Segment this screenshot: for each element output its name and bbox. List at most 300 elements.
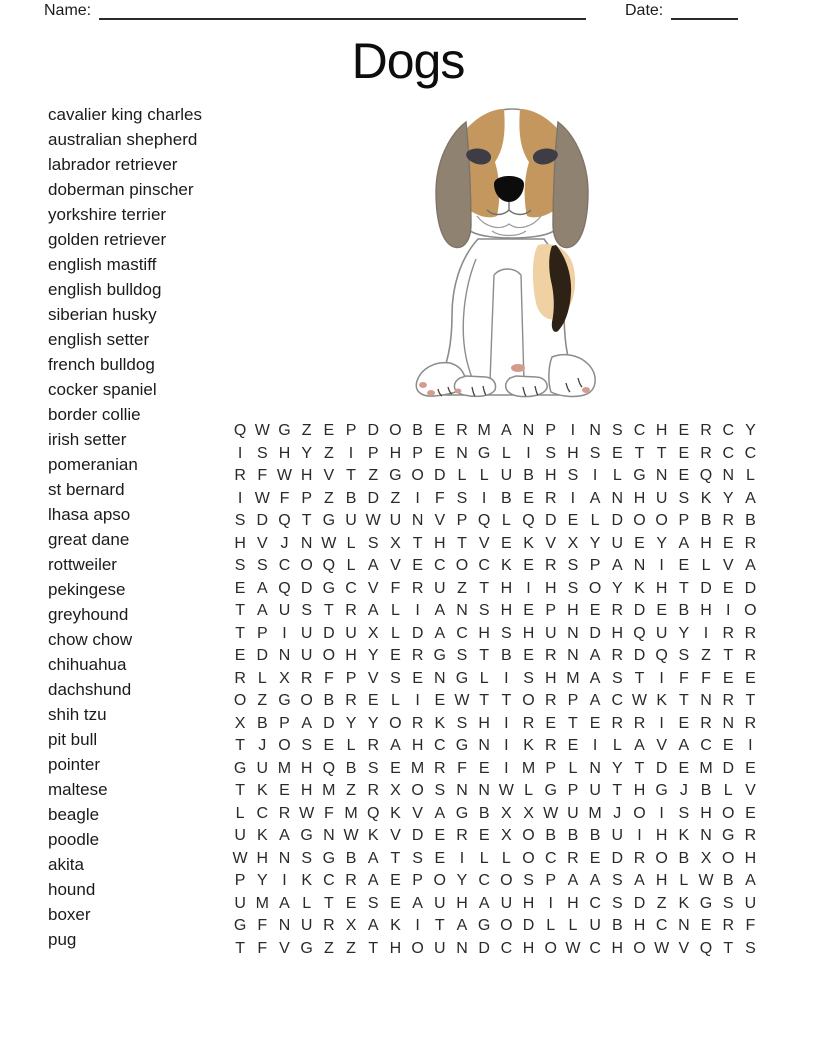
grid-cell: T — [235, 939, 245, 957]
word-list — [48, 102, 202, 952]
grid-cell: R — [700, 444, 712, 462]
grid-cell: L — [390, 602, 400, 620]
grid-cell: E — [678, 444, 690, 462]
grid-cell: L — [501, 512, 511, 530]
grid-cell: L — [524, 782, 533, 800]
grid-cell: Y — [722, 489, 734, 507]
grid-cell: D — [411, 827, 424, 845]
grid-cell: O — [721, 804, 735, 822]
grid-cell: B — [501, 489, 512, 507]
grid-cell: I — [725, 602, 731, 620]
grid-cell: I — [415, 917, 420, 935]
grid-cell: E — [634, 534, 645, 552]
grid-cell: W — [365, 512, 381, 530]
grid-cell: J — [679, 782, 688, 800]
grid-cell: L — [568, 917, 578, 935]
grid-cell: G — [322, 849, 336, 867]
grid-cell: N — [722, 714, 734, 732]
grid-cell: O — [500, 917, 513, 935]
dog-toe-pink — [582, 387, 590, 393]
grid-cell: D — [411, 624, 424, 642]
grid-cell: R — [744, 534, 757, 552]
grid-cell: E — [412, 669, 423, 687]
grid-cell: L — [346, 557, 356, 575]
grid-cell: R — [411, 714, 424, 732]
grid-cell: K — [434, 714, 446, 732]
grid-cell: E — [722, 579, 734, 597]
grid-cell: B — [523, 467, 534, 485]
grid-cell: T — [723, 647, 734, 665]
grid-cell: R — [744, 624, 757, 642]
grid-cell: O — [633, 804, 646, 822]
grid-cell: U — [744, 894, 757, 912]
grid-cell: U — [655, 489, 668, 507]
grid-cell: V — [678, 939, 690, 957]
grid-cell: A — [634, 872, 645, 890]
word-list-item: golden retriever — [48, 230, 167, 249]
grid-cell: H — [300, 759, 313, 777]
grid-cell: N — [456, 939, 468, 957]
grid-cell: L — [302, 894, 312, 912]
grid-cell: D — [655, 759, 668, 777]
grid-cell: A — [589, 669, 601, 687]
grid-cell: E — [434, 827, 446, 845]
grid-cell: V — [323, 467, 335, 485]
grid-cell: H — [700, 804, 712, 822]
word-list-item: australian shepherd — [48, 130, 198, 149]
grid-cell: R — [234, 669, 246, 687]
grid-cell: G — [699, 894, 713, 912]
grid-cell: W — [565, 939, 581, 957]
grid-cell: G — [477, 444, 491, 462]
grid-cell: V — [478, 534, 490, 552]
grid-cell: W — [254, 489, 270, 507]
grid-cell: D — [434, 467, 446, 485]
grid-cell: L — [568, 759, 578, 777]
grid-cell: R — [722, 624, 734, 642]
grid-cell: N — [278, 647, 291, 665]
grid-cell: G — [300, 939, 313, 957]
grid-cell: P — [456, 512, 468, 530]
dog-toe-pink — [511, 364, 525, 372]
grid-cell: S — [390, 669, 401, 687]
grid-cell: X — [567, 534, 579, 552]
grid-cell: R — [722, 917, 734, 935]
grid-cell: T — [457, 534, 467, 552]
puzzle-grid — [229, 420, 762, 960]
grid-cell: W — [276, 467, 293, 485]
grid-cell: Z — [323, 444, 334, 462]
grid-cell: E — [367, 692, 379, 710]
grid-cell: Y — [345, 714, 357, 732]
grid-cell: Z — [346, 782, 356, 800]
grid-cell: H — [567, 444, 579, 462]
grid-cell: N — [456, 602, 468, 620]
grid-cell: R — [300, 669, 313, 687]
grid-cell: E — [678, 422, 690, 440]
grid-cell: B — [722, 872, 734, 890]
grid-cell: H — [389, 939, 402, 957]
grid-cell: Y — [611, 759, 623, 777]
grid-cell: H — [611, 939, 624, 957]
grid-cell: A — [478, 894, 490, 912]
grid-cell: S — [567, 557, 579, 575]
grid-cell: T — [634, 759, 645, 777]
grid-cell: A — [279, 894, 290, 912]
grid-cell: T — [434, 917, 445, 935]
grid-cell: H — [522, 894, 535, 912]
grid-cell: L — [501, 849, 511, 867]
grid-cell: E — [523, 489, 534, 507]
grid-cell: Z — [656, 894, 667, 912]
grid-cell: U — [434, 894, 446, 912]
grid-cell: A — [390, 737, 401, 755]
date-label: Date: — [625, 2, 664, 19]
grid-cell: O — [721, 849, 735, 867]
grid-cell: E — [722, 737, 734, 755]
grid-cell: H — [655, 579, 668, 597]
grid-cell: X — [390, 782, 401, 800]
grid-cell: H — [700, 602, 712, 620]
grid-cell: K — [678, 894, 690, 912]
grid-cell: E — [390, 872, 401, 890]
grid-cell: R — [544, 647, 557, 665]
grid-cell: C — [611, 692, 624, 710]
grid-cell: Z — [323, 939, 334, 957]
grid-cell: A — [567, 872, 579, 890]
grid-cell: E — [501, 534, 512, 552]
grid-cell: K — [656, 692, 667, 710]
grid-cell: U — [567, 804, 579, 822]
grid-cell: Q — [699, 467, 713, 485]
grid-cell: E — [434, 422, 446, 440]
grid-cell: D — [589, 624, 601, 642]
grid-cell: N — [655, 467, 668, 485]
dog-illustration — [390, 95, 620, 405]
grid-cell: I — [237, 489, 243, 507]
grid-cell: Q — [322, 759, 336, 777]
grid-cell: H — [655, 872, 668, 890]
grid-cell: K — [367, 827, 379, 845]
grid-cell: J — [258, 737, 267, 755]
grid-cell: S — [745, 939, 756, 957]
grid-cell: I — [415, 692, 420, 710]
grid-cell: H — [633, 489, 646, 507]
grid-cell: N — [589, 759, 601, 777]
grid-cell: R — [345, 692, 357, 710]
grid-cell: E — [234, 647, 246, 665]
grid-cell: R — [234, 467, 246, 485]
grid-cell: D — [367, 489, 379, 507]
grid-cell: B — [323, 692, 335, 710]
grid-cell: T — [612, 782, 623, 800]
word-list-item: cocker spaniel — [48, 380, 157, 399]
grid-cell: C — [722, 444, 734, 462]
grid-cell: T — [323, 602, 334, 620]
grid-cell: I — [659, 714, 664, 732]
word-list-item: rottweiler — [48, 555, 117, 574]
grid-cell: P — [234, 872, 246, 890]
grid-cell: L — [346, 737, 356, 755]
grid-cell: B — [345, 759, 357, 777]
grid-cell: U — [300, 647, 313, 665]
grid-cell: L — [235, 804, 245, 822]
grid-cell: A — [589, 647, 601, 665]
grid-cell: A — [745, 872, 756, 890]
grid-cell: R — [345, 602, 357, 620]
grid-cell: G — [389, 467, 402, 485]
word-list-item: boxer — [48, 905, 91, 924]
grid-cell: R — [345, 872, 357, 890]
grid-cell: M — [322, 782, 336, 800]
grid-cell: H — [544, 579, 557, 597]
grid-cell: U — [278, 602, 291, 620]
grid-cell: E — [412, 557, 423, 575]
grid-cell: S — [412, 849, 423, 867]
grid-cell: A — [412, 894, 423, 912]
grid-cell: W — [498, 782, 514, 800]
grid-cell: Y — [656, 534, 667, 552]
grid-cell: R — [522, 714, 535, 732]
grid-cell: I — [548, 894, 553, 912]
grid-cell: H — [456, 894, 468, 912]
grid-cell: B — [589, 827, 601, 845]
grid-cell: L — [390, 692, 400, 710]
grid-cell: S — [256, 444, 268, 462]
grid-cell: H — [744, 849, 757, 867]
word-list-item: shih tzu — [48, 705, 107, 724]
grid-cell: W — [543, 804, 559, 822]
grid-cell: S — [456, 647, 468, 665]
word-list-item: pekingese — [48, 580, 126, 599]
grid-cell: Z — [457, 579, 467, 597]
grid-cell: F — [434, 489, 445, 507]
grid-cell: S — [611, 422, 623, 440]
grid-cell: O — [411, 939, 424, 957]
grid-cell: E — [478, 827, 490, 845]
grid-cell: C — [456, 624, 468, 642]
grid-cell: Q — [278, 579, 291, 597]
grid-cell: Z — [346, 939, 356, 957]
grid-cell: L — [723, 782, 733, 800]
grid-cell: D — [611, 849, 624, 867]
grid-cell: V — [256, 534, 268, 552]
grid-cell: D — [611, 512, 624, 530]
grid-cell: Y — [367, 647, 379, 665]
grid-cell: H — [655, 422, 668, 440]
grid-cell: H — [500, 579, 513, 597]
grid-cell: S — [678, 804, 690, 822]
grid-cell: T — [479, 647, 490, 665]
grid-cell: X — [345, 917, 357, 935]
grid-cell: O — [522, 849, 535, 867]
grid-cell: I — [348, 444, 354, 462]
grid-cell: A — [256, 579, 268, 597]
grid-cell: E — [567, 512, 579, 530]
grid-cell: W — [254, 422, 270, 440]
grid-cell: U — [544, 624, 557, 642]
grid-cell: R — [633, 849, 646, 867]
word-list-item: great dane — [48, 530, 130, 549]
grid-cell: Q — [322, 557, 336, 575]
grid-cell: E — [523, 647, 534, 665]
grid-cell: R — [323, 917, 335, 935]
grid-cell: H — [700, 534, 712, 552]
grid-cell: C — [478, 557, 490, 575]
grid-cell: P — [345, 669, 357, 687]
grid-cell: Z — [301, 422, 312, 440]
grid-cell: T — [479, 692, 490, 710]
grid-cell: I — [526, 444, 531, 462]
grid-cell: E — [390, 894, 401, 912]
grid-cell: R — [544, 489, 557, 507]
grid-cell: E — [589, 714, 601, 732]
grid-cell: U — [234, 827, 246, 845]
grid-cell: H — [522, 939, 535, 957]
grid-cell: U — [589, 917, 601, 935]
word-list-item: beagle — [48, 805, 100, 824]
word-list-item: labrador retriever — [48, 155, 178, 174]
grid-cell: X — [501, 827, 512, 845]
dog-front-right-paw — [506, 376, 547, 397]
grid-cell: U — [611, 534, 624, 552]
grid-cell: F — [257, 917, 268, 935]
grid-cell: Q — [522, 512, 535, 530]
grid-cell: K — [301, 872, 312, 890]
grid-cell: Q — [366, 804, 380, 822]
grid-cell: P — [345, 422, 357, 440]
grid-cell: O — [300, 557, 313, 575]
grid-cell: T — [301, 512, 312, 530]
grid-cell: I — [637, 827, 642, 845]
grid-cell: R — [700, 714, 712, 732]
grid-cell: T — [634, 669, 645, 687]
grid-cell: D — [544, 512, 557, 530]
grid-cell: N — [700, 692, 712, 710]
grid-cell: G — [721, 827, 735, 845]
grid-cell: D — [478, 939, 490, 957]
grid-cell: L — [745, 467, 755, 485]
grid-cell: L — [501, 444, 511, 462]
grid-cell: G — [477, 917, 491, 935]
word-list-item: french bulldog — [48, 355, 155, 374]
grid-cell: O — [411, 782, 424, 800]
grid-cell: R — [611, 647, 624, 665]
grid-cell: T — [323, 894, 334, 912]
grid-cell: I — [659, 557, 664, 575]
grid-cell: E — [345, 894, 357, 912]
grid-cell: C — [434, 737, 446, 755]
grid-cell: H — [633, 917, 646, 935]
grid-cell: B — [501, 647, 512, 665]
grid-cell: M — [521, 759, 536, 777]
grid-cell: I — [282, 624, 287, 642]
grid-cell: T — [678, 692, 689, 710]
grid-cell: S — [301, 602, 312, 620]
grid-cell: T — [412, 534, 423, 552]
grid-cell: H — [522, 624, 535, 642]
grid-cell: O — [389, 422, 402, 440]
grid-cell: E — [523, 602, 534, 620]
grid-cell: S — [367, 894, 379, 912]
grid-cell: S — [301, 737, 312, 755]
grid-cell: E — [434, 444, 446, 462]
grid-cell: Z — [257, 692, 268, 710]
grid-cell: I — [659, 669, 664, 687]
word-list-item: pug — [48, 930, 77, 949]
grid-cell: R — [411, 647, 424, 665]
grid-cell: G — [278, 422, 291, 440]
grid-cell: F — [390, 579, 401, 597]
grid-cell: A — [501, 422, 512, 440]
grid-cell: U — [389, 512, 402, 530]
grid-cell: I — [703, 624, 709, 642]
grid-cell: S — [234, 512, 246, 530]
grid-cell: R — [722, 512, 734, 530]
grid-cell: R — [700, 422, 712, 440]
grid-cell: B — [700, 512, 712, 530]
grid-cell: O — [544, 939, 557, 957]
grid-cell: T — [723, 939, 734, 957]
grid-cell: P — [256, 624, 268, 642]
grid-cell: R — [367, 782, 379, 800]
dog-front-left-paw — [454, 376, 495, 396]
grid-cell: A — [434, 624, 446, 642]
grid-cell: V — [367, 579, 379, 597]
grid-cell: I — [592, 737, 598, 755]
grid-cell: E — [745, 804, 756, 822]
grid-cell: S — [611, 872, 623, 890]
grid-cell: A — [745, 557, 756, 575]
grid-cell: D — [522, 917, 535, 935]
grid-cell: U — [434, 579, 446, 597]
grid-cell: I — [570, 422, 576, 440]
grid-cell: N — [300, 534, 313, 552]
grid-cell: L — [612, 737, 622, 755]
grid-cell: F — [323, 804, 334, 822]
grid-cell: R — [722, 692, 734, 710]
grid-cell: U — [345, 512, 357, 530]
grid-cell: S — [301, 849, 312, 867]
grid-cell: Q — [633, 624, 646, 642]
grid-cell: R — [544, 692, 557, 710]
grid-cell: K — [501, 557, 512, 575]
grid-cell: E — [722, 669, 734, 687]
grid-cell: R — [544, 737, 557, 755]
grid-cell: M — [255, 894, 269, 912]
grid-cell: K — [634, 579, 645, 597]
grid-cell: D — [744, 579, 757, 597]
word-list-item: irish setter — [48, 430, 127, 449]
grid-cell: I — [459, 849, 465, 867]
grid-cell: T — [390, 849, 401, 867]
grid-cell: R — [411, 579, 424, 597]
grid-cell: T — [235, 624, 245, 642]
grid-cell: A — [745, 489, 756, 507]
grid-cell: Q — [477, 512, 491, 530]
grid-cell: S — [567, 579, 579, 597]
word-list-item: english mastiff — [48, 255, 157, 274]
word-list-item: chow chow — [48, 630, 133, 649]
grid-cell: E — [722, 534, 734, 552]
grid-cell: H — [434, 534, 446, 552]
grid-cell: G — [233, 759, 247, 777]
grid-cell: Y — [745, 422, 756, 440]
grid-cell: E — [745, 759, 756, 777]
grid-cell: I — [504, 714, 509, 732]
grid-cell: H — [345, 647, 357, 665]
grid-cell: I — [504, 759, 509, 777]
